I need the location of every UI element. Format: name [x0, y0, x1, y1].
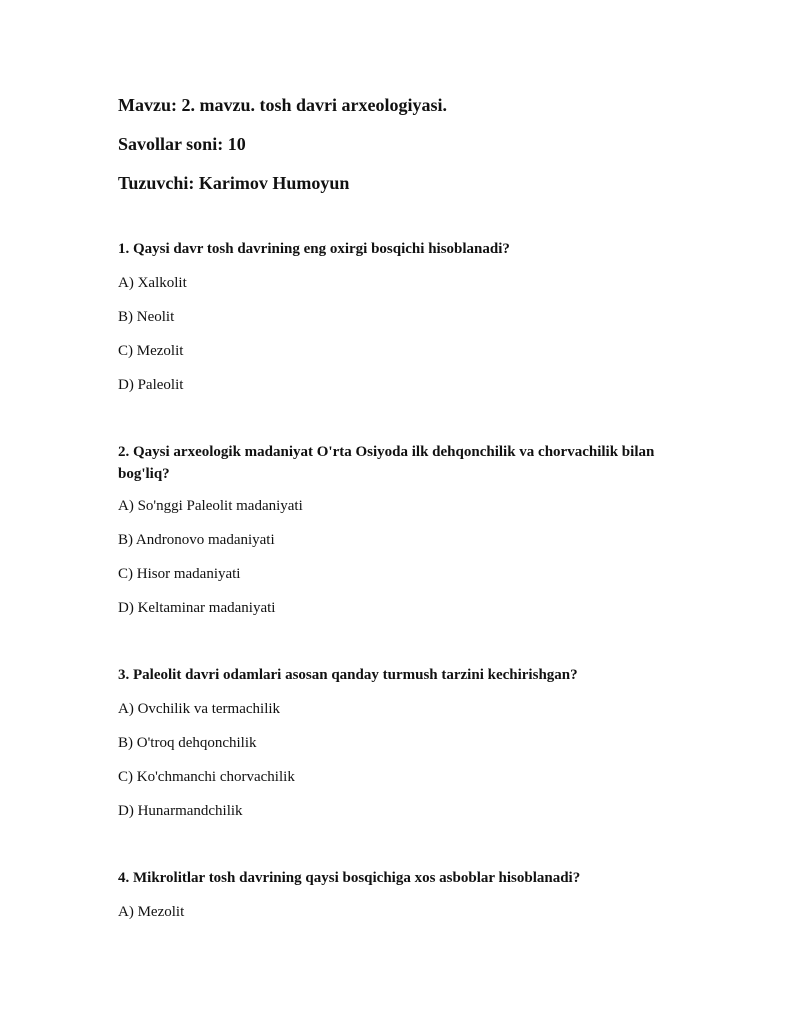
question-1-option-a: A) Xalkolit	[118, 275, 187, 291]
question-2-text: 2. Qaysi arxeologik madaniyat O'rta Osiyoda ilk dehqonchilik va chorvachilik bilan bog'liq?	[118, 444, 655, 482]
topic-heading: Mavzu: 2. mavzu. tosh davri arxeologiyasi.	[118, 95, 447, 115]
question-2-option-a: A) So'nggi Paleolit madaniyati	[118, 498, 303, 514]
question-1-option-c: C) Mezolit	[118, 343, 184, 359]
question-3-option-c: C) Ko'chmanchi chorvachilik	[118, 769, 295, 785]
question-count-heading: Savollar soni: 10	[118, 134, 246, 154]
question-2-option-d: D) Keltaminar madaniyati	[118, 600, 276, 616]
question-2-option-b: B) Andronovo madaniyati	[118, 532, 275, 548]
question-1-text: 1. Qaysi davr tosh davrining eng oxirgi bosqichi hisoblanadi?	[118, 241, 510, 257]
question-3-text: 3. Paleolit davri odamlari asosan qanday turmush tarzini kechirishgan?	[118, 667, 578, 683]
question-1-option-d: D) Paleolit	[118, 377, 184, 393]
question-4-option-a: A) Mezolit	[118, 904, 185, 920]
question-2-option-c: C) Hisor madaniyati	[118, 566, 241, 582]
question-3-option-b: B) O'troq dehqonchilik	[118, 735, 257, 751]
author-heading: Tuzuvchi: Karimov Humoyun	[118, 173, 350, 193]
question-3-option-d: D) Hunarmandchilik	[118, 803, 243, 819]
question-1-option-b: B) Neolit	[118, 309, 175, 325]
question-3-option-a: A) Ovchilik va termachilik	[118, 701, 281, 717]
question-4-text: 4. Mikrolitlar tosh davrining qaysi bosqichiga xos asboblar hisoblanadi?	[118, 870, 581, 886]
